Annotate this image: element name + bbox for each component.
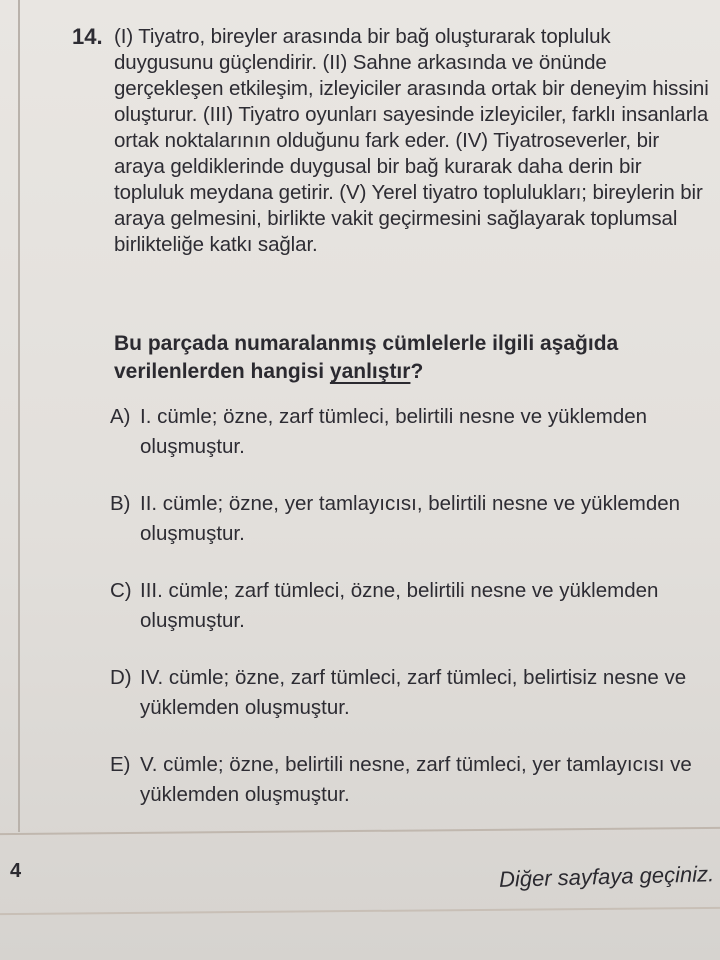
option-b[interactable] [110, 489, 710, 549]
question-prompt [114, 330, 704, 386]
option-c[interactable] [110, 576, 710, 636]
option-b-text: II. cümle; özne, yer tamlayıcısı, belirtili nesne ve yüklemden oluşmuştur. [140, 492, 681, 545]
option-a-label: A) [110, 405, 131, 428]
option-d-text: IV. cümle; özne, zarf tümleci, zarf tümleci, belirtisiz nesne ve yüklemden oluşmuştur. [140, 666, 687, 719]
option-e-label: E) [110, 753, 131, 776]
option-c-text: III. cümle; zarf tümleci, özne, belirtili nesne ve yüklemden oluşmuştur. [140, 579, 659, 632]
prompt-question-mark: ? [410, 360, 424, 383]
option-e-text: V. cümle; özne, belirtili nesne, zarf tümleci, yer tamlayıcısı ve yüklemden oluşmuştur. [140, 753, 692, 806]
option-d[interactable] [110, 663, 710, 723]
option-c-label: C) [110, 579, 132, 602]
prompt-main-text: Bu parçada numaralanmış cümlelerle ilgili aşağıda verilenlerden hangisi [114, 332, 619, 383]
page-margin-line [18, 0, 20, 832]
option-a-text: I. cümle; özne, zarf tümleci, belirtili nesne ve yüklemden oluşmuştur. [140, 405, 648, 458]
option-b-label: B) [110, 492, 131, 515]
option-a[interactable] [110, 402, 710, 462]
next-page-note: Diğer sayfaya geçiniz. [498, 861, 715, 892]
answer-options [110, 402, 710, 837]
footer-divider-bottom [0, 907, 720, 915]
question-number: 14. [72, 24, 103, 49]
prompt-underlined-word: yanlıştır [329, 360, 411, 383]
page-number: 4 [10, 860, 22, 882]
option-e[interactable] [110, 750, 710, 810]
question-passage: (I) Tiyatro, bireyler arasında bir bağ oluşturarak topluluk duygusunu güçlendirir. (II) Sahne arkasında ve önünde gerçekleşen etkileşim, izleyiciler arasında ortak bir deneyim hissini oluşturur. (III) Tiyatro oyunları sayesinde izleyiciler, farklı insanlarla ortak noktalarının olduğunu fark eder. (IV) Tiyatroseverler, bir araya geldiklerinde duygusal bir bağ kurarak daha derin bir topluluk meydana getirir. (V) Yerel tiyatro toplulukları; bireylerin bir araya gelmesini, birlikte vakit geçirmesini sağlayarak toplumsal birlikteliğe katkı sağlar. [114, 25, 709, 256]
option-d-label: D) [110, 666, 132, 689]
